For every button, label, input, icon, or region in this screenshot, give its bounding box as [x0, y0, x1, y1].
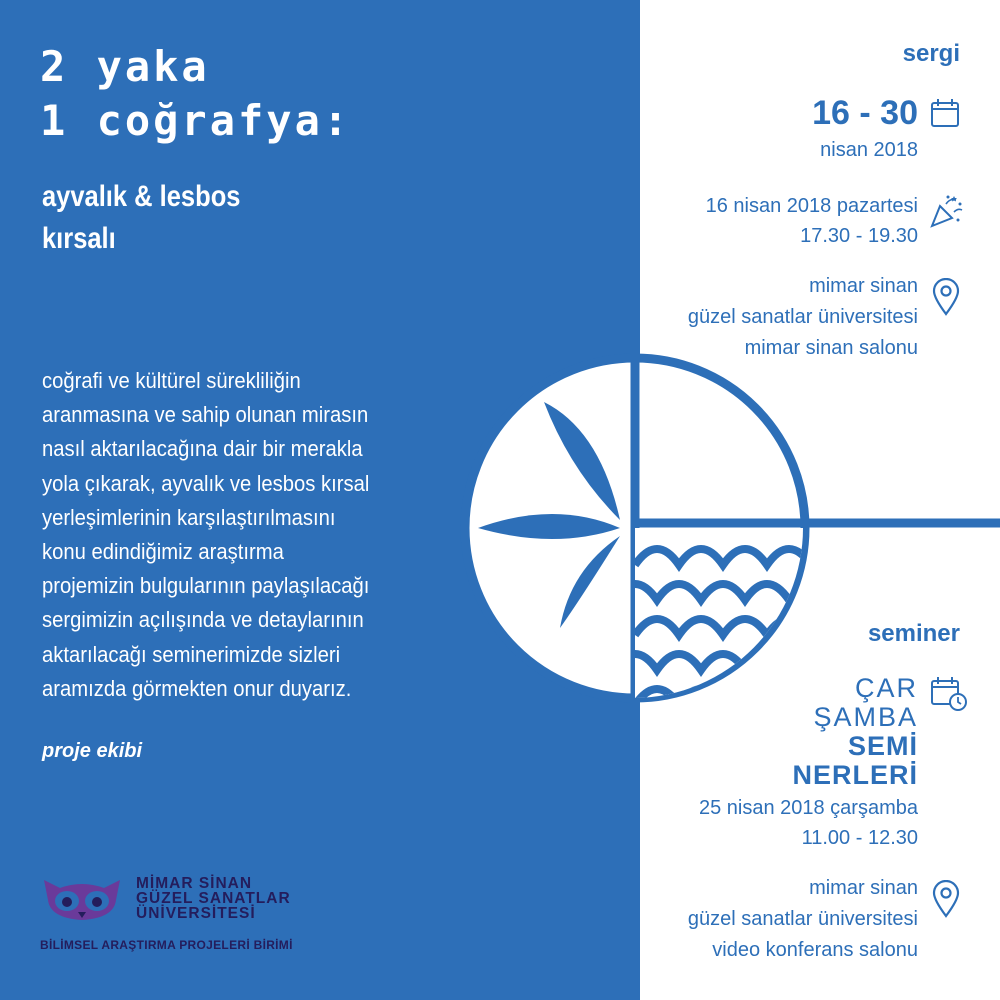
logo-text: MİMAR SİNAN GÜZEL SANATLAR ÜNİVERSİTESİ: [136, 875, 291, 922]
title-line-2: 1 coğrafya:: [40, 96, 352, 145]
owl-logo-icon: [40, 874, 124, 924]
seminar-venue-line-1: mimar sinan: [809, 877, 918, 899]
description-line: aranmasına ve sahip olunan mirasın: [42, 402, 369, 428]
subtitle-line-1: ayvalık & lesbos: [42, 180, 241, 213]
exhibition-venue-line-1: mimar sinan: [809, 275, 918, 297]
description-line: nasıl aktarılacağına dair bir merakla: [42, 436, 363, 462]
seminar-title-line-4: NERLERİ: [792, 760, 918, 790]
calendar-icon: [930, 98, 960, 128]
location-pin-icon: [932, 880, 960, 918]
location-pin-icon: [932, 278, 960, 316]
emblem: [460, 350, 1000, 710]
opening-time: 17.30 - 19.30: [800, 225, 918, 247]
university-logo: [40, 870, 300, 960]
title-line-1: 2 yaka: [40, 42, 210, 91]
subtitle-line-2: kırsalı: [42, 222, 116, 255]
seminar-title-line-3: SEMİ: [847, 731, 918, 761]
party-popper-icon: [928, 194, 964, 230]
seminar-date: 25 nisan 2018 çarşamba: [698, 797, 918, 819]
exhibition-month: nisan 2018: [820, 139, 918, 161]
description-line: yerleşimlerinin karşılaştırılmasını: [42, 504, 336, 530]
seminar-title: [792, 674, 918, 790]
exhibition-dates: 16 - 30: [812, 94, 918, 132]
seminar-title-line-2: ŞAMBA: [813, 702, 918, 732]
description-line: coğrafi ve kültürel sürekliliğin: [42, 368, 301, 393]
exhibition-venue-line-3: mimar sinan salonu: [744, 337, 918, 359]
description-line: aramızda görmekten onur duyarız.: [42, 675, 352, 701]
seminar-venue-line-3: video konferans salonu: [712, 939, 918, 961]
description-line: sergimizin açılışında ve detaylarının: [42, 607, 364, 633]
seminar-label: seminer: [867, 620, 960, 647]
signature: proje ekibi: [42, 740, 143, 762]
description-line: yola çıkarak, ayvalık ve lesbos kırsal: [42, 470, 370, 496]
seminar-time: 11.00 - 12.30: [801, 827, 918, 849]
description-line: konu edindiğimiz araştırma: [42, 539, 284, 565]
seminar-venue-line-2: güzel sanatlar üniversitesi: [687, 908, 918, 930]
exhibition-label: sergi: [902, 40, 960, 67]
exhibition-venue-line-2: güzel sanatlar üniversitesi: [687, 306, 918, 328]
description-line: projemizin bulgularının paylaşılacağı: [42, 573, 370, 599]
calendar-clock-icon: [930, 676, 968, 712]
description-line: aktarılacağı seminerimizde sizleri: [42, 641, 341, 667]
logo-unit: BİLİMSEL ARAŞTIRMA PROJELERİ BİRİMİ: [40, 938, 293, 952]
seminar-title-line-1: ÇAR: [854, 673, 918, 703]
opening-date: 16 nisan 2018 pazartesi: [705, 195, 918, 217]
